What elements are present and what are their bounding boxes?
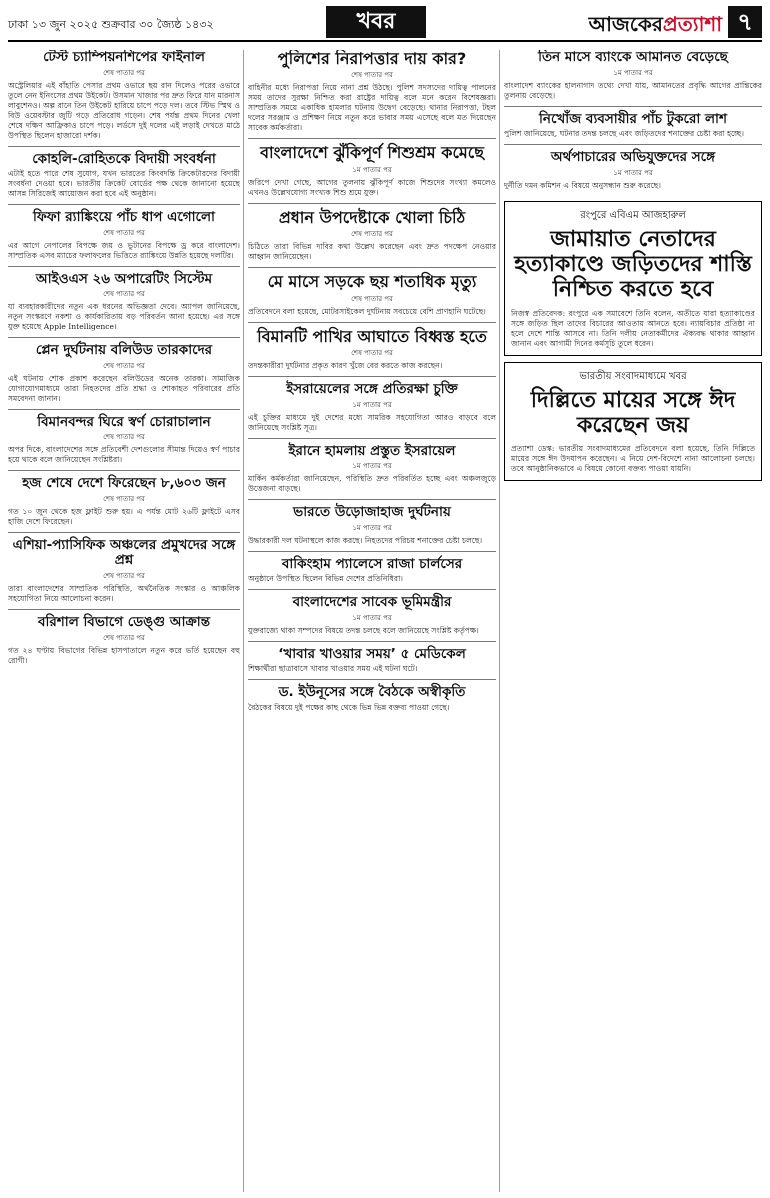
news-story	[8, 415, 240, 472]
page-number: ৭	[728, 6, 762, 38]
continued-label: ১ম পাতার পর	[613, 68, 653, 77]
story-body: জরিপে দেখা গেছে, আগের তুলনায় ঝুঁকিপূর্ণ কাজে শিশুদের সংখ্যা কমলেও এখনও উল্লেখযোগ্য সংখ্যক শিশু শ্রমে যুক্ত।	[248, 177, 496, 197]
story-body: অস্ট্রেলিয়ার এই বাঁহাতি পেসার প্রথম ওভারে ছয় রান দিলেও পরের ওভারে তুলে নেন ইনিংসের প্রথম উইকেট। উসমান খাজার পর দ্রুত ফিরে যান মারনাস লাবুশেনও। অল্প রানে তিন উইকেট হারিয়ে চাপে পড়ে দল। তবে স্টিভ স্মিথ ও বিউ ওয়েবস্টার জুটি গড়ে প্রতিরোধ গড়েন। শেষ পর্যন্ত প্রথম দিনের খেলা শেষে দক্ষিণ আফ্রিকাও চাপে পড়ে। লর্ডসে দুই দলের এই লড়াই দেখতে মাঠে উপস্থিত ছিলেন হাজারো দর্শক।	[8, 80, 240, 140]
story-headline: বাংলাদেশে ঝুঁকিপূর্ণ শিশুশ্রম কমেছে	[260, 143, 484, 163]
paper-logo	[589, 10, 722, 43]
story-headline: টেস্ট চ্যাম্পিয়নশিপের ফাইনাল	[43, 50, 205, 65]
column-2	[248, 50, 496, 1192]
feature2-body: প্রত্যাশা ডেস্ক: ভারতীয় সংবাদমাধ্যমের প্রতিবেদনে বলা হয়েছে, তিনি দিল্লিতে মায়ের সঙ্গে ঈদ উদযাপন করেছেন। এ নিয়ে দেশ-বিদেশে নানা আলোচনা চলছে। তবে আনুষ্ঠানিকভাবে এ বিষয়ে কোনো বক্তব্য পাওয়া যায়নি।	[511, 444, 755, 474]
feature-body: নিজস্ব প্রতিবেদক: রংপুরে এক সমাবেশে তিনি বলেন, অতীতে যারা হত্যাকাণ্ডের সঙ্গে জড়িত ছিল তাদের বিচারের আওতায় আনতে হবে। ন্যায়বিচার প্রতিষ্ঠা না হলে দেশে শান্তি আসবে না। তিনি দলীয় নেতাকর্মীদের ঐক্যবদ্ধ থাকার আহ্বান জানান এবং আগামী দিনের কর্মসূচি তুলে ধরেন।	[511, 308, 755, 348]
feature2-kicker: ভারতীয় সংবাদমাধ্যমে খবর	[579, 370, 687, 382]
story-body: অপর দিকে, বাংলাদেশের সঙ্গে প্রতিবেশী দেশগুলোর সীমান্ত দিয়েও স্বর্ণ পাচার হয়ে থাকে বলে জানিয়েছেন সংশ্লিষ্টরা।	[8, 445, 240, 465]
story-body: অনুষ্ঠানে উপস্থিত ছিলেন বিভিন্ন দেশের প্রতিনিধিরা।	[248, 574, 404, 584]
continued-label: শেষ পাতার পর	[351, 294, 393, 303]
continued-label: শেষ পাতার পর	[103, 290, 145, 299]
story-body: তারা বাংলাদেশের সাম্প্রতিক পরিস্থিতি, অর্থনৈতিক সংস্কার ও আঞ্চলিক সহযোগিতা নিয়ে আলোচনা করেন।	[8, 583, 240, 603]
story-headline: এশিয়া-প্যাসিফিক অঞ্চলের প্রমুখদের সঙ্গে প্রশ্ন	[12, 536, 236, 569]
dateline: ঢাকা ১৩ জুন ২০২৫ শুক্রবার ৩০ জ্যৈষ্ঠ ১৪৩২	[8, 18, 214, 31]
story-headline: ফিফা র‌্যাঙ্কিংয়ে পাঁচ ধাপ এগোলো	[33, 209, 215, 226]
continued-label: শেষ পাতার পর	[103, 494, 145, 503]
news-story	[248, 505, 496, 552]
story-body: তদন্তকারীরা দুর্ঘটনার প্রকৃত কারণ খুঁজে বের করতে কাজ করছেন।	[248, 361, 443, 371]
news-story	[248, 273, 496, 322]
continued-label: ১ম পাতার পর	[352, 523, 392, 532]
news-story	[8, 272, 240, 339]
news-story	[8, 615, 240, 671]
story-body: শিক্ষার্থীরা ছাত্রাবাসে খাবার খাওয়ার সময় এই ঘটনা ঘটে।	[248, 664, 418, 674]
story-headline: অর্থপাচারের অভিযুক্তদের সঙ্গে	[550, 149, 716, 166]
story-headline: বাকিংহাম প্যালেসে রাজা চার্লসের	[281, 555, 463, 572]
story-headline: নিখোঁজ ব্যবসায়ীর পাঁচ টুকরো লাশ	[539, 110, 727, 127]
story-body: এই ঘটনায় শোক প্রকাশ করেছেন বলিউডের অনেক তারকা। সামাজিক যোগাযোগমাধ্যমে তারা নিহতদের প্রতি শ্রদ্ধা ও শোকাহত পরিবারের প্রতি সমবেদনা জানান।	[8, 373, 240, 403]
story-body: এটাই হতে পারে শেষ সুযোগ, যখন ভারতের কিংবদন্তি ক্রিকেটারদের বিদায়ী সংবর্ধনা দেওয়া হবে। ভারতীয় ক্রিকেট বোর্ডের পক্ষ থেকে জানানো হয়েছে আসন্ন সিরিজেই আয়োজন করা হবে এই অনুষ্ঠান।	[8, 169, 240, 199]
story-body: এই চুক্তির মাধ্যমে দুই দেশের মধ্যে সামরিক সহযোগিতা আরও বাড়বে বলে জানিয়েছে সংশ্লিষ্ট সূত্র।	[248, 412, 496, 432]
story-headline: প্রধান উপদেষ্টাকে খোলা চিঠি	[278, 207, 466, 227]
story-headline: হজ শেষে দেশে ফিরেছেন ৮,৬০৩ জন	[22, 475, 226, 492]
news-story	[8, 50, 240, 147]
paper-prefix: আজকের	[588, 12, 663, 36]
story-headline: বাংলাদেশের সাবেক ভূমিমন্ত্রীর	[292, 594, 452, 611]
masthead	[8, 6, 762, 42]
news-story	[248, 595, 496, 642]
column-rule	[499, 50, 500, 1192]
paper-brand: প্রত্যাশা	[662, 12, 722, 36]
continued-label: ১ম পাতার পর	[352, 165, 392, 174]
story-body: বাহিনীর মধ্যে নিরাপত্তা নিয়ে নানা প্রশ্ন উঠছে। পুলিশ সদস্যদের দায়িত্ব পালনের সময় তাদের সুরক্ষা নিশ্চিত করা রাষ্ট্রের দায়িত্ব বলে মনে করেন বিশেষজ্ঞরা। সাম্প্রতিক সময়ে একাধিক হামলার ঘটনায় উদ্বেগ বেড়েছে। থানার নিরাপত্তা, টহল দলের সরঞ্জাম ও প্রশিক্ষণ নিয়ে নতুন করে ভাবার সময় এসেছে বলে মত দিয়েছেন সাবেক কর্মকর্তারা।	[248, 83, 496, 133]
feature-story-2	[504, 362, 762, 482]
news-story	[8, 343, 240, 410]
story-headline: কোহলি-রোহিতকে বিদায়ী সংবর্ধনা	[32, 150, 216, 167]
continued-label: শেষ পাতার পর	[351, 349, 393, 358]
news-story	[8, 210, 240, 267]
news-story	[248, 382, 496, 439]
story-body: চিঠিতে তারা বিভিন্ন দাবির কথা উল্লেখ করেছেন এবং দ্রুত পদক্ষেপ নেওয়ার আহ্বান জানিয়েছেন।	[248, 242, 496, 262]
continued-label: ১ম পাতার পর	[352, 462, 392, 471]
story-body: গত ২৪ ঘণ্টায় বিভাগের বিভিন্ন হাসপাতালে নতুন করে ভর্তি হয়েছেন বহু রোগী।	[8, 645, 240, 665]
story-headline: ড. ইউনূসের সঙ্গে বৈঠকে অস্বীকৃতি	[278, 684, 466, 701]
story-headline: ইসরায়েলের সঙ্গে প্রতিরক্ষা চুক্তি	[286, 381, 458, 398]
news-story	[248, 50, 496, 139]
story-body: গত ১০ জুন থেকে হজ ফ্লাইট শুরু হয়। এ পর্যন্ত মোট ২৬টি ফ্লাইটে এসব হাজি দেশে ফিরেছেন।	[8, 506, 240, 526]
continued-label: শেষ পাতার পর	[103, 571, 145, 580]
news-story	[248, 328, 496, 377]
story-body: যুক্তরাজ্যে থাকা সম্পদের বিষয়ে তদন্ত চলছে বলে জানিয়েছে সংশ্লিষ্ট কর্তৃপক্ষ।	[248, 625, 479, 635]
news-story	[504, 112, 762, 146]
continued-label: শেষ পাতার পর	[103, 433, 145, 442]
feature-headline: জামায়াত নেতাদের হত্যাকাণ্ডে জড়িতদের শাস্তি নিশ্চিত করতে হবে	[514, 226, 752, 303]
continued-label: শেষ পাতার পর	[103, 68, 145, 77]
news-story	[504, 150, 762, 196]
news-story	[8, 476, 240, 533]
continued-label: শেষ পাতার পর	[351, 71, 393, 80]
story-body: যা ব্যবহারকারীদের নতুন এক ধরনের অভিজ্ঞতা দেবে। অ্যাপল জানিয়েছে, নতুন সংস্করণে নকশা ও কার্যকারিতায় বড় পরিবর্তন আনা হয়েছে। এর সঙ্গে যুক্ত হয়েছে Apple Intelligence।	[8, 302, 240, 332]
news-story	[504, 50, 762, 107]
section-label: খবর	[326, 6, 426, 38]
story-body: উদ্ধারকারী দল ঘটনাস্থলে কাজ করছে। নিহতদের পরিচয় শনাক্তের চেষ্টা চলছে।	[248, 535, 483, 545]
continued-label: ১ম পাতার পর	[613, 168, 653, 177]
continued-label: শেষ পাতার পর	[103, 228, 145, 237]
column-1	[8, 50, 240, 1192]
story-body: এর আগে নেপালের বিপক্ষে জয় ও ভুটানের বিপক্ষে ড্র করে বাংলাদেশ। সাম্প্রতিক এসব ম্যাচের ফলাফলের ভিত্তিতে র‌্যাঙ্কিংয়ে উন্নতি হয়েছে দলটির।	[8, 240, 240, 260]
news-story	[248, 144, 496, 203]
news-story	[248, 444, 496, 501]
column-rule	[243, 50, 244, 1192]
feature-story	[504, 201, 762, 356]
story-headline: বিমানবন্দর ঘিরে স্বর্ণ চোরাচালান	[37, 413, 211, 430]
story-body: বাংলাদেশ ব্যাংকের হালনাগাদ তথ্যে দেখা যায়, আমানতের প্রবৃদ্ধি আগের প্রান্তিকের তুলনায় বেড়েছে।	[504, 80, 762, 100]
feature-kicker: রংপুরে এবিএম আজহারুল	[580, 209, 686, 221]
feature2-headline: দিল্লিতে মায়ের সঙ্গে ঈদ করেছেন জয়	[530, 387, 736, 438]
story-body: প্রতিবেদনে বলা হয়েছে, মোটরসাইকেল দুর্ঘটনায় সবচেয়ে বেশি প্রাণহানি ঘটেছে।	[248, 306, 486, 316]
story-headline: তিন মাসে ব্যাংকে আমানত বেড়েছে	[538, 50, 728, 65]
story-body: বৈঠকের বিষয়ে দুই পক্ষের কাছ থেকে ভিন্ন ভিন্ন বক্তব্য পাওয়া গেছে।	[248, 702, 450, 712]
story-body: দুর্নীতি দমন কমিশন এ বিষয়ে অনুসন্ধান শুরু করেছে।	[504, 180, 661, 190]
news-story	[248, 647, 496, 681]
story-headline: মে মাসে সড়কে ছয় শতাধিক মৃত্যু	[267, 272, 477, 292]
story-headline: প্লেন দুর্ঘটনায় বলিউড তারকাদের	[35, 342, 213, 359]
continued-label: ১ম পাতার পর	[352, 400, 392, 409]
story-headline: বিমানটি পাখির আঘাতে বিধ্বস্ত হতে	[257, 326, 487, 346]
story-headline: আইওএস ২৬ অপারেটিং সিস্টেম	[35, 270, 213, 287]
continued-label: শেষ পাতার পর	[103, 361, 145, 370]
story-headline: পুলিশের নিরাপত্তার দায় কার?	[277, 50, 467, 68]
story-body: মার্কিন কর্মকর্তারা জানিয়েছেন, পরিস্থিতি দ্রুত পরিবর্তিত হচ্ছে এবং অঞ্চলজুড়ে উত্তেজনা বাড়ছে।	[248, 474, 496, 494]
continued-label: শেষ পাতার পর	[351, 230, 393, 239]
news-story	[248, 557, 496, 591]
continued-label: ১ম পাতার পর	[352, 613, 392, 622]
news-story	[8, 152, 240, 206]
continued-label: শেষ পাতার পর	[103, 633, 145, 642]
column-3	[504, 50, 762, 1192]
story-body: পুলিশ জানিয়েছে, ঘটনার তদন্ত চলছে এবং জড়িতদের শনাক্তের চেষ্টা করা হচ্ছে।	[504, 129, 744, 139]
story-headline: ভারতে উড়োজাহাজ দুর্ঘটনায়	[293, 504, 451, 521]
story-headline: বরিশাল বিভাগে ডেঙ্গু আক্রান্ত	[37, 614, 211, 630]
news-story	[8, 538, 240, 610]
story-headline: ‘খাবার খাওয়ার সময়’ ৫ মেডিকেল	[278, 645, 466, 662]
news-story	[248, 209, 496, 268]
story-headline: ইরানে হামলায় প্রস্তুত ইসরায়েল	[288, 442, 456, 459]
news-story	[248, 685, 496, 718]
